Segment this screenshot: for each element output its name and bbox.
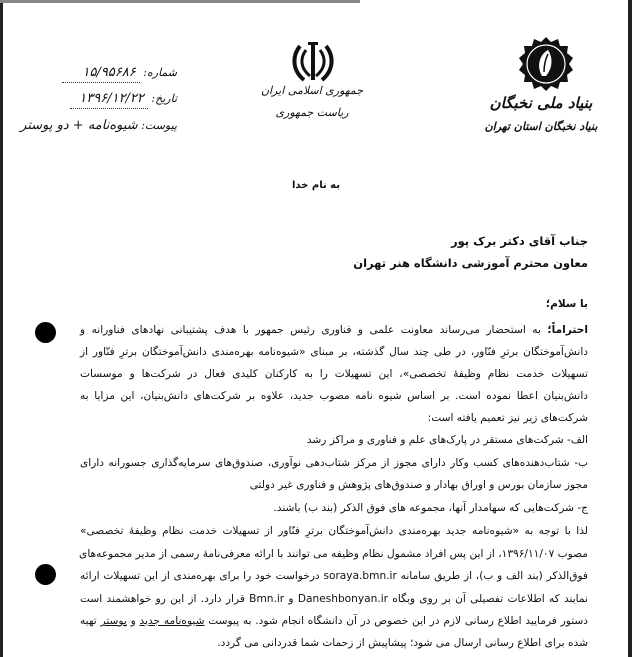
iran-emblem-icon (290, 38, 336, 84)
body-line: فوق‌الذکر (بند الف و ب)، از طریق سامانه soraya.bmn.ir درخواست خود را برای بهره‌مندی از این تسهیلات ارائه (80, 570, 588, 582)
attachment-value: شیوه‌نامه + دو پوستر (20, 118, 138, 133)
list-item-alef: الف- شرکت‌های مستقر در پارک‌های علم و فناوری و مراکز رشد (306, 434, 588, 446)
body-line: شرکت‌های زیر نیز تعمیم یافته است: (427, 412, 588, 424)
letter-number (62, 64, 177, 83)
number-value: ۱۵/۹۵۶۸۶ (62, 64, 140, 83)
number-label: شماره: (143, 66, 177, 79)
body-line: مصوب ۱۳۹۶/۱۱/۰۷، از این پس افراد مشمول نظام وظیفه می توانند با ارائه معرفی‌نامۀ رسمی از مدیر مجموعه‌های (79, 548, 588, 560)
list-item-jim: ج- شرکت‌هایی که سهامدار آنها، مجموعه های فوق الذکر (بند ب) باشند. (273, 502, 588, 514)
org-subname-right: بنیاد نخبگان استان تهران (484, 120, 598, 133)
list-item-be: ب- شتاب‌دهنده‌های کسب وکار دارای مجوز از مرکز شتاب‌دهی نوآوری، صندوق‌های سرمایه‌گذاری جسورانه دارای (80, 457, 588, 469)
addressee-title: معاون محترم آموزشی دانشگاه هنر تهران (353, 256, 588, 270)
date-value: ۱۳۹۶/۱۲/۲۲ (70, 90, 148, 109)
opening-word: احتراماً؛ (547, 324, 588, 336)
letter-date (70, 90, 177, 109)
scan-edge-top (0, 0, 360, 3)
addressee-name: جناب آقای دکتر برک پور (450, 234, 588, 248)
body-line: دستور فرمایید اطلاع رسانی لازم در این خصوص در آن دانشگاه انجام شود. به پیوست شیوه‌نامه جدید و پوستر تهیه (80, 615, 588, 627)
letter-attachment (20, 117, 177, 135)
presidency-name: ریاست جمهوری (275, 106, 349, 119)
punch-hole (35, 322, 56, 343)
scan-edge-left (0, 0, 3, 657)
country-name: جمهوری اسلامی ایران (260, 84, 364, 97)
body-line: مجوز سازمان بورس و اوراق بهادار و صندوق‌های پژوهش و فناوری غیر دولتی (249, 479, 588, 491)
body-line: تسهیلات خدمت نظام وظیفۀ تخصصی»، این تسهیلات را به کارکنان کلیدی فعال در شرکت‌ها و موسسات (80, 368, 588, 380)
attachment-label: پیوست: (141, 119, 177, 132)
elites-foundation-logo-icon (518, 36, 574, 92)
body-line: دانش‌آموختگان برترِ فنّاور، در طی چند سال گذشته، بر مبنای «شیوه‌نامه بهره‌مندی دانش‌آموختگان برترِ فنّاور از (80, 346, 588, 358)
body-line: احتراماً؛ به استحضار می‌رساند معاونت علمی و فناوری رئیس جمهور با هدف پشتیبانی نهادهای فناورانه و (80, 324, 588, 336)
attachment-ref-guideline: شیوه‌نامه جدید (139, 615, 205, 627)
punch-hole (35, 564, 56, 585)
invocation: به نام خدا (291, 180, 341, 191)
greeting: با سلام؛ (545, 298, 588, 310)
attachment-ref-poster: پوستر (100, 615, 127, 627)
date-label: تاریخ: (151, 92, 177, 105)
scan-edge-right (628, 0, 632, 657)
body-line: دانش‌بنیان اعطا نموده است. بر اساس شیوه نامه مصوب جدید، علاوه بر شرکت‌های دانش‌بنیان، این مزایا به (80, 390, 588, 402)
org-name-right: بنیاد ملی نخبگان (489, 94, 593, 112)
body-line: لذا با توجه به «شیوه‌نامه جدید بهره‌مندی دانش‌آموختگان برترِ فنّاور از تسهیلات خدمت نظام وظیفۀ تخصصی» (80, 525, 588, 537)
body-line: نمایند که اطلاعات تفصیلی آن بر روی وبگاه Daneshbonyan.ir و Bmn.ir قرار دارد. از این رو خواهشمند است (80, 593, 588, 605)
body-line: شده برای اطلاع رسانی ارسال می شود؛ پیشاپیش از زحمات شما قدردانی می گردد. (217, 637, 588, 649)
